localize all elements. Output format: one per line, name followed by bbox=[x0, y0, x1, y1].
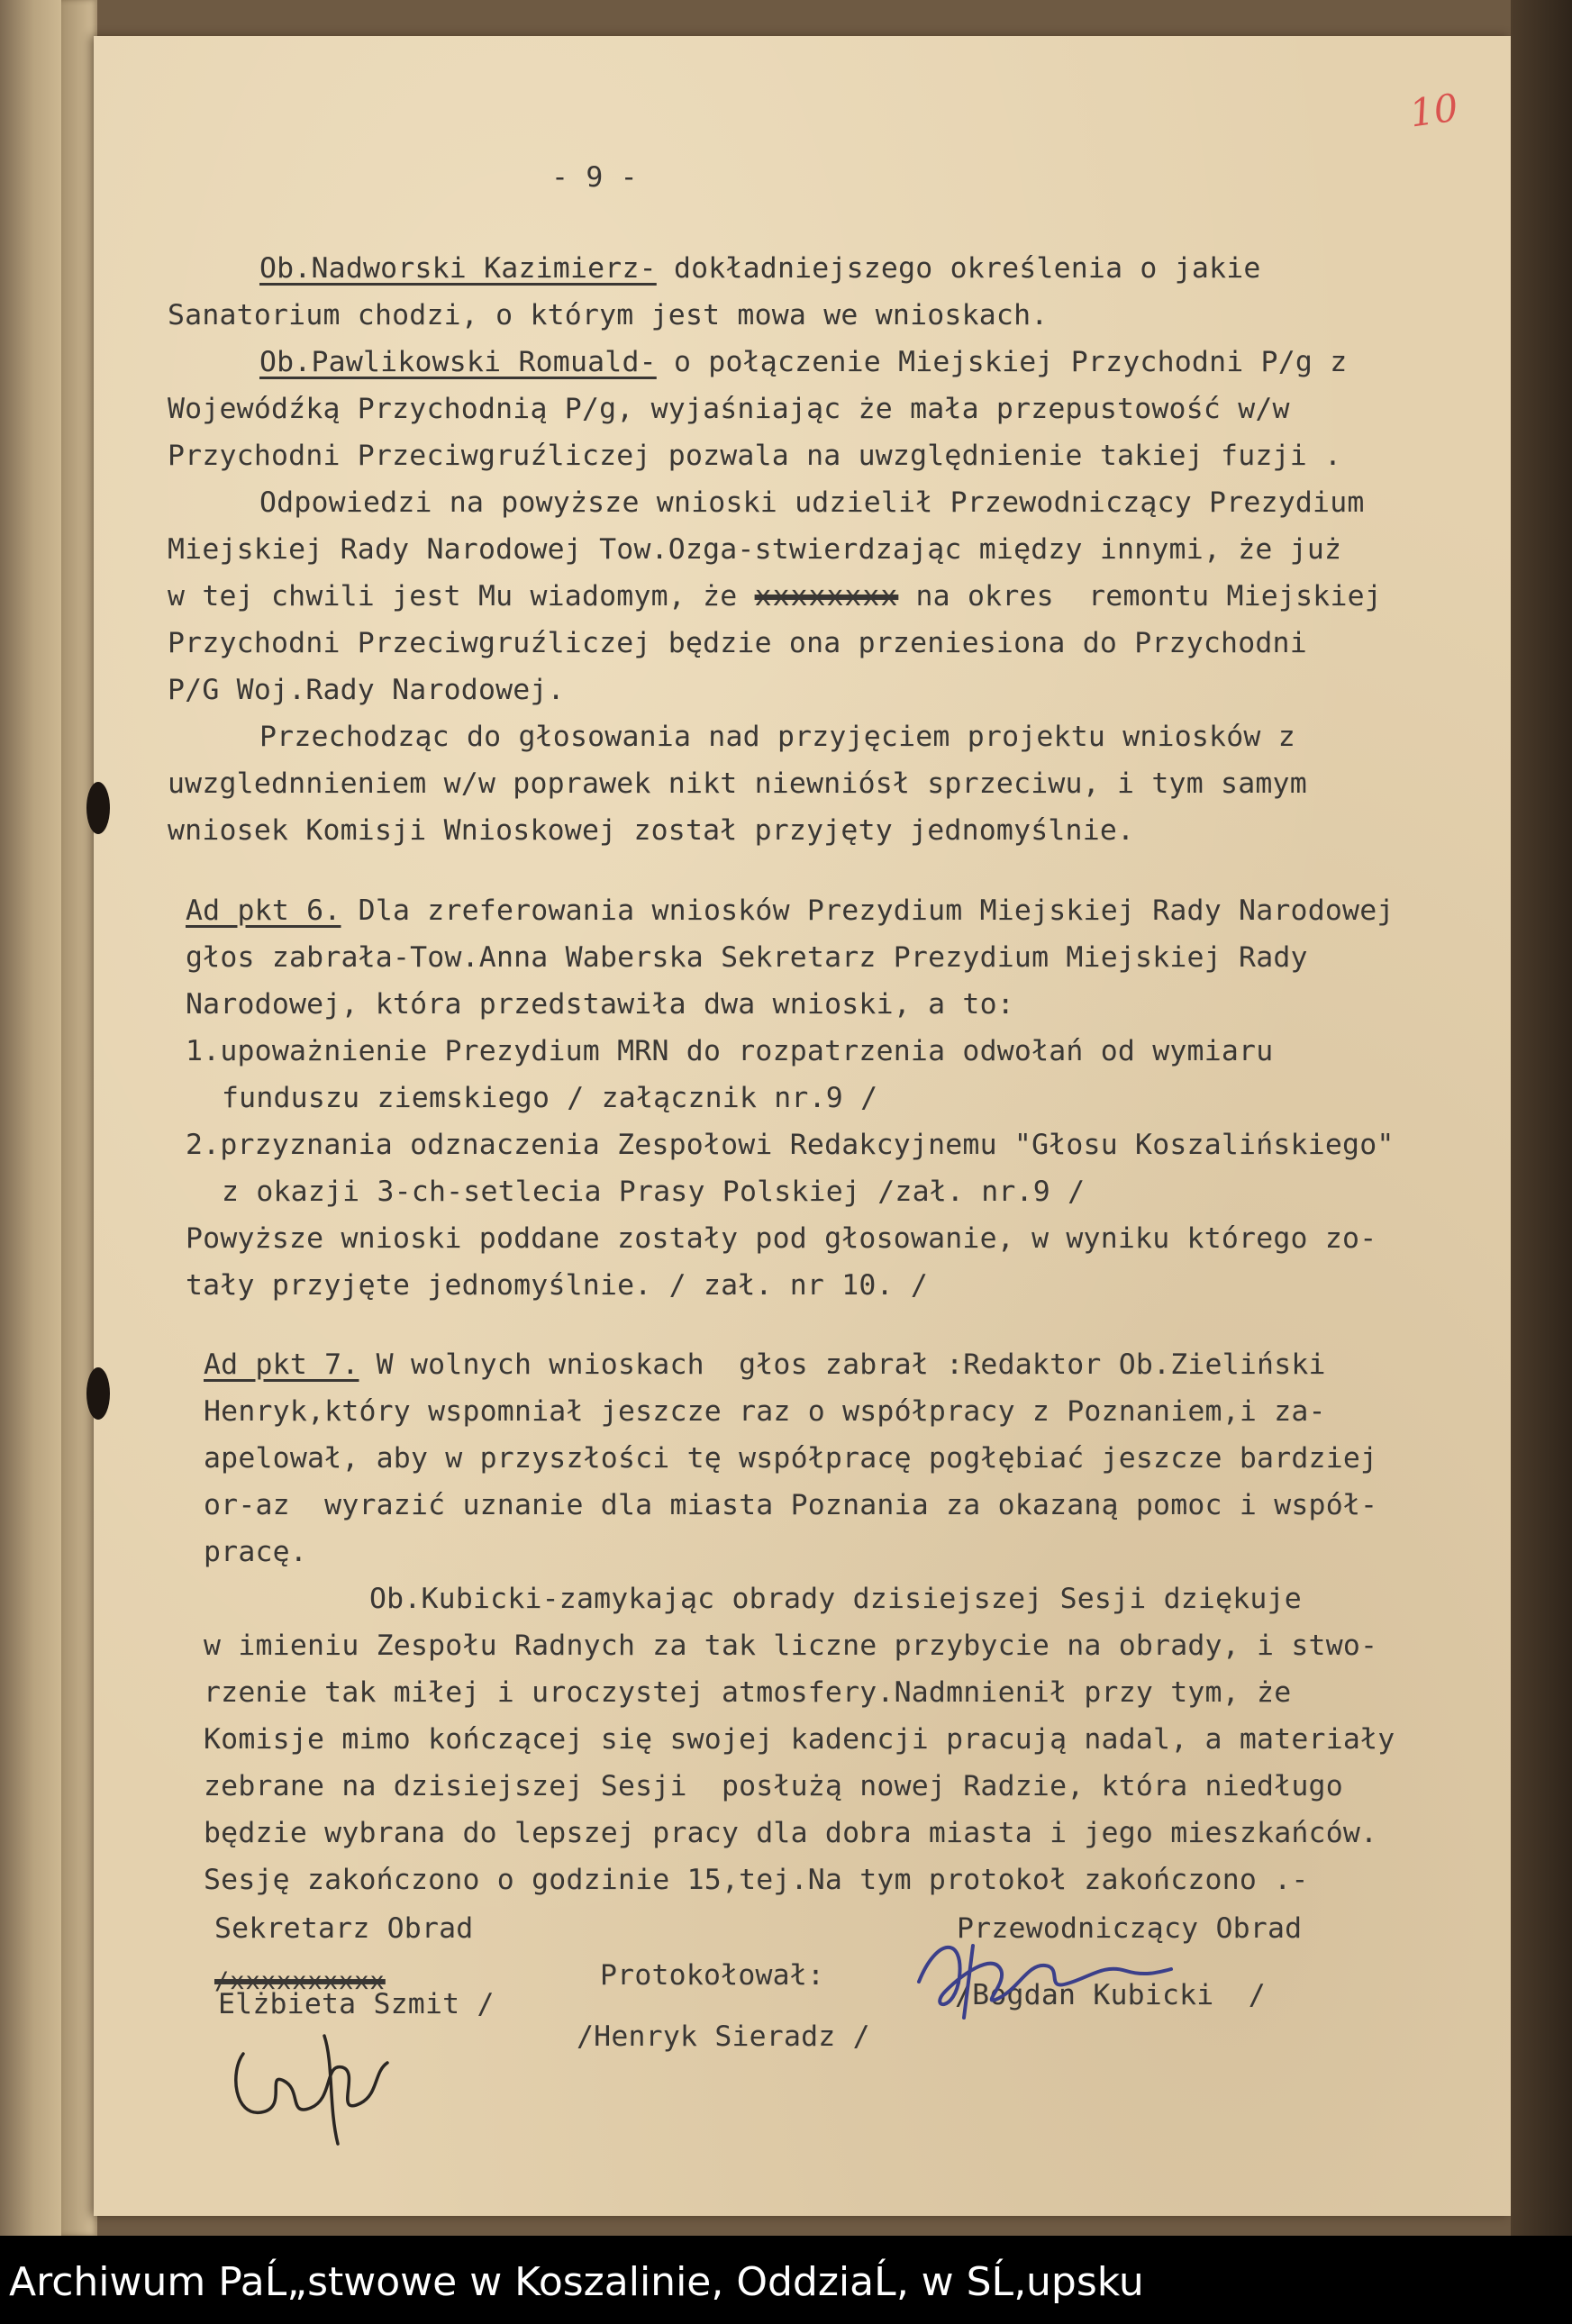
line-text: Miejskiej Rady Narodowej Tow.Ozga-stwierdzając między innymi, że już bbox=[168, 533, 1342, 566]
chair-name: /Bogdan Kubicki / bbox=[955, 1979, 1266, 2011]
document-line bbox=[186, 941, 1308, 974]
secretary-name: Elżbieta Szmit / bbox=[218, 1988, 495, 2020]
archive-footer: Archiwum PaĹ„stwowe w Koszalinie, OddziaĹ‚ w SĹ‚upsku bbox=[9, 2259, 1144, 2305]
binding-fold bbox=[61, 0, 97, 2236]
line-text: Henryk,który wspomniał jeszcze raz o współpracy z Poznaniem,i za- bbox=[204, 1395, 1326, 1428]
line-text: tały przyjęte jednomyślnie. / zał. nr 10. / bbox=[186, 1269, 929, 1302]
line-text: w tej chwili jest Mu wiadomym, że bbox=[168, 580, 755, 613]
line-text: Odpowiedzi na powyższe wnioski udzielił Przewodniczący Prezydium bbox=[259, 486, 1365, 519]
line-text: będzie wybrana do lepszej pracy dla dobra miasta i jego mieszkańców. bbox=[204, 1817, 1378, 1849]
document-line bbox=[168, 627, 1307, 659]
document-line bbox=[168, 676, 565, 705]
document-line bbox=[186, 894, 1395, 927]
line-text: funduszu ziemskiego / załącznik nr.9 / bbox=[222, 1082, 878, 1114]
line-text: na okres remontu Miejskiej bbox=[898, 580, 1382, 613]
punch-hole bbox=[86, 1367, 110, 1420]
line-text: Ob.Kubicki-zamykając obrady dzisiejszej Sesji dziękuje bbox=[369, 1583, 1302, 1615]
line-text: z okazji 3-ch-setlecia Prasy Polskiej /zał. nr.9 / bbox=[222, 1176, 1086, 1208]
line-text: apelował, aby w przyszłości tę współpracę pogłębiać jeszcze bardziej bbox=[204, 1442, 1378, 1475]
document-line bbox=[204, 1723, 1395, 1756]
document-line bbox=[204, 1442, 1378, 1475]
line-text: Przechodząc do głosowania nad przyjęciem projektu wniosków z bbox=[259, 721, 1295, 753]
document-line bbox=[204, 1676, 1292, 1709]
line-text: Narodowej, która przedstawiła dwa wnioski, a to: bbox=[186, 988, 1014, 1021]
line-text: Powyższe wnioski poddane zostały pod głosowanie, w wyniku którego zo- bbox=[186, 1222, 1377, 1255]
document-line bbox=[204, 1536, 307, 1568]
line-text: Przychodni Przeciwgruźliczej pozwala na uwzględnienie takiej fuzji . bbox=[168, 440, 1342, 472]
line-text: o połączenie Miejskiej Przychodni P/g z bbox=[656, 346, 1348, 378]
line-text: 2.przyznania odznaczenia Zespołowi Redakcyjnemu "Głosu Koszalińskiego" bbox=[186, 1129, 1395, 1161]
line-text: uwzglednnieniem w/w poprawek nikt niewniósł sprzeciwu, i tym samym bbox=[168, 767, 1307, 800]
underlined-heading: Ob.Nadworski Kazimierz- bbox=[259, 252, 657, 285]
document-line bbox=[168, 580, 1382, 613]
document-line bbox=[168, 395, 1290, 424]
document-line bbox=[222, 1082, 878, 1114]
recorder-name: /Henryk Sieradz / bbox=[577, 2020, 870, 2053]
document-line bbox=[204, 1489, 1378, 1521]
line-text: or-az wyrazić uznanie dla miasta Poznania za okazaną pomoc i współ- bbox=[204, 1489, 1378, 1521]
line-text: dokładniejszego określenia o jakie bbox=[656, 252, 1261, 285]
secretary-signature-icon bbox=[225, 2018, 396, 2153]
line-text: w imieniu Zespołu Radnych za tak liczne przybycie na obrady, i stwo- bbox=[204, 1630, 1378, 1662]
page-number: - 9 - bbox=[551, 161, 638, 194]
line-text: Sanatorium chodzi, o którym jest mowa we wnioskach. bbox=[168, 299, 1049, 331]
secretary-struck-name: /xxxxxxxxxx bbox=[214, 1967, 386, 1995]
line-text: wniosek Komisji Wnioskowej został przyjęty jednomyślnie. bbox=[168, 814, 1135, 847]
document-line bbox=[186, 1035, 1274, 1067]
document-line bbox=[168, 442, 1341, 471]
line-text: P/G Woj.Rady Narodowej. bbox=[168, 674, 565, 706]
line-text: Komisje mimo kończącej się swojej kadencji pracują nadal, a materiały bbox=[204, 1723, 1395, 1756]
document-line bbox=[259, 346, 1348, 378]
document-line bbox=[204, 1817, 1378, 1849]
line-text: Sesję zakończono o godzinie 15,tej.Na tym protokoł zakończono .- bbox=[204, 1864, 1309, 1896]
document-line bbox=[369, 1585, 1302, 1614]
document-line bbox=[168, 299, 1049, 331]
document-line bbox=[186, 1131, 1395, 1160]
right-page-edge bbox=[1511, 0, 1572, 2236]
line-text: 1.upoważnienie Prezydium MRN do rozpatrzenia odwołań od wymiaru bbox=[186, 1035, 1274, 1067]
document-line bbox=[259, 486, 1365, 519]
secretary-title: Sekretarz Obrad bbox=[214, 1912, 474, 1945]
punch-hole bbox=[86, 782, 110, 834]
line-text: głos zabrała-Tow.Anna Waberska Sekretarz Prezydium Miejskiej Rady bbox=[186, 941, 1308, 974]
line-text: Przychodni Przeciwgruźliczej będzie ona przeniesiona do Przychodni bbox=[168, 627, 1307, 659]
underlined-heading: Ob.Pawlikowski Romuald- bbox=[259, 346, 657, 378]
struck-text: xxxxxxxx bbox=[754, 580, 899, 613]
document-line bbox=[168, 814, 1135, 847]
line-text: rzenie tak miłej i uroczystej atmosfery.Nadmnienił przy tym, że bbox=[204, 1676, 1292, 1709]
document-line bbox=[204, 1395, 1326, 1428]
document-line bbox=[204, 1632, 1377, 1661]
document-line bbox=[259, 723, 1295, 752]
line-text: zebrane na dzisiejszej Sesji posłużą nowej Radzie, która niedługo bbox=[204, 1770, 1343, 1802]
underlined-heading: Ad pkt 7. bbox=[204, 1348, 359, 1381]
archive-page-number: 10 bbox=[1406, 85, 1461, 136]
chair-signature-icon bbox=[910, 1928, 1180, 2027]
line-text: W wolnych wnioskach głos zabrał :Redaktor Ob.Zieliński bbox=[359, 1348, 1326, 1381]
chair-title: Przewodniczący Obrad bbox=[957, 1912, 1303, 1945]
document-line bbox=[186, 988, 1014, 1021]
line-text: Dla zreferowania wniosków Prezydium Miejskiej Rady Narodowej bbox=[341, 894, 1395, 927]
document-line bbox=[168, 533, 1342, 566]
line-text: Wojewódźką Przychodnią P/g, wyjaśniając że mała przepustowość w/w bbox=[168, 393, 1290, 425]
document-line bbox=[168, 767, 1307, 800]
document-line bbox=[186, 1222, 1377, 1255]
document-line bbox=[204, 1866, 1309, 1895]
document-line bbox=[259, 252, 1261, 285]
document-line bbox=[186, 1269, 929, 1302]
line-text: pracę. bbox=[204, 1536, 307, 1568]
document-line bbox=[222, 1178, 1085, 1207]
document-line bbox=[204, 1770, 1343, 1802]
underlined-heading: Ad pkt 6. bbox=[186, 894, 341, 927]
document-line bbox=[204, 1348, 1326, 1381]
left-page-edge bbox=[0, 0, 61, 2236]
recorder-title: Protokołował: bbox=[600, 1959, 825, 1992]
